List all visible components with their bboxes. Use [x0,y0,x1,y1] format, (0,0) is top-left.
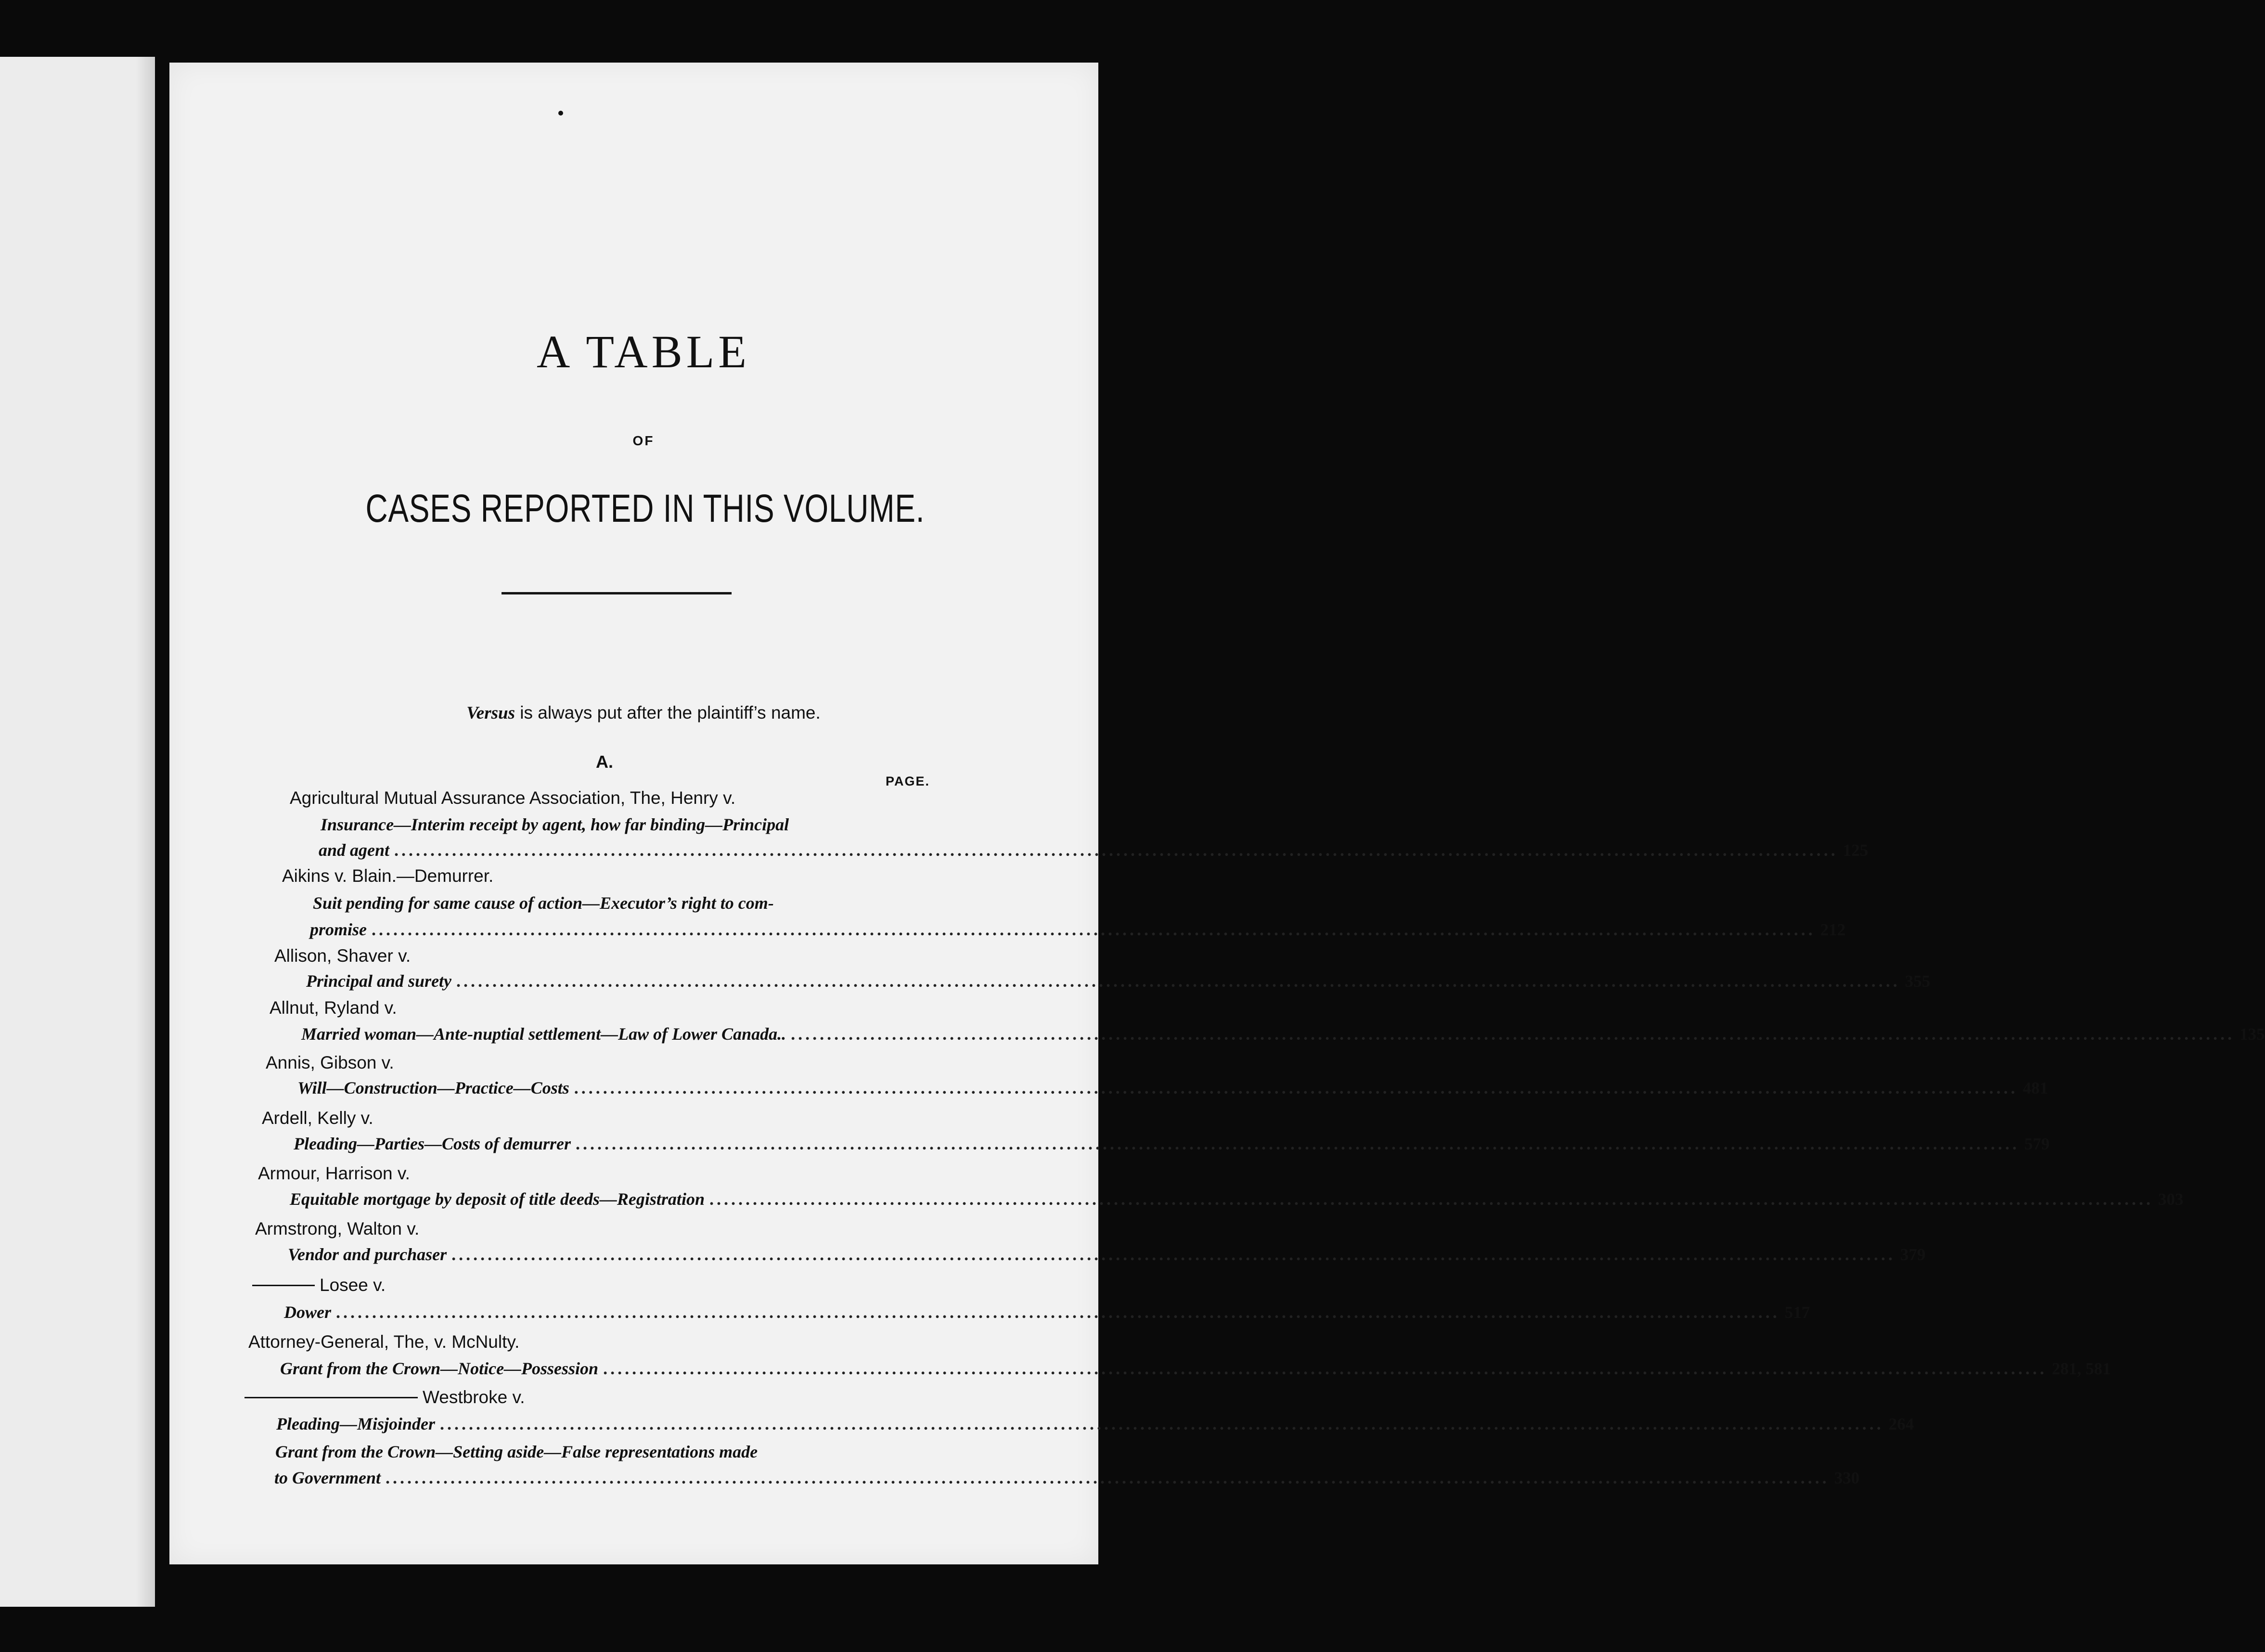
leader-dots: ........................................................................................................................................................................................................ [791,1024,2235,1044]
page-number: 281, 581 [2052,1359,2111,1378]
case-subject-text: Pleading—Misjoinder [276,1414,436,1433]
case-name [252,1272,386,1299]
page-number: 517 [1785,1303,1810,1322]
case-subject-row [301,1020,2265,1047]
facing-page [0,57,155,1607]
page-number: 212 [1820,920,1846,939]
case-subject-text: Grant from the Crown—Notice—Possession [280,1359,599,1378]
versus-word: Versus [466,703,515,723]
page-number: 379 [1900,1245,1926,1264]
leader-dots: ........................................................................................................................................................................................................ [440,1414,1884,1433]
case-subject-row [297,1074,2048,1101]
ditto-dash [245,1397,418,1398]
case-subject-row [288,1241,1926,1268]
case-subject-row [294,1130,2050,1157]
case-subject-text: Dower [284,1303,331,1322]
leader-dots: ........................................................................................................................................................................................................ [372,920,1816,939]
case-subject-text: to Government [274,1468,381,1487]
case-name: Armour, Harrison v. [258,1163,410,1183]
case-subject-row [290,1186,2184,1213]
page-title: A TABLE [537,326,750,377]
case-subject: Insurance—Interim receipt by agent, how far binding—Principal [321,815,789,834]
case-name: Armstrong, Walton v. [255,1219,420,1239]
versus-note-text: is always put after the plaintiff’s name. [515,703,821,723]
book-page [169,63,2265,1564]
case-name: Ardell, Kelly v. [262,1108,373,1128]
case-name [245,1384,525,1411]
case-subject-row [276,1410,1914,1437]
case-subject-row [310,916,1846,943]
leader-dots: ........................................................................................................................................................................................................ [574,1078,2018,1097]
page-number: 579 [2024,1135,2050,1153]
page-number: 303 [2158,1190,2184,1209]
page-number: 330 [1834,1469,1860,1487]
case-subject-text: Vendor and purchaser [288,1245,447,1264]
case-subject-text: Equitable mortgage by deposit of title deeds—Registration [290,1189,705,1209]
case-name: Annis, Gibson v. [266,1053,394,1072]
case-subject-row [274,1464,1860,1491]
case-subject-text: Will—Construction—Practice—Costs [297,1078,569,1097]
case-name: Attorney-General, The, v. McNulty. [248,1332,520,1352]
case-subject: Suit pending for same cause of action—Executor’s right to com- [313,893,774,913]
ditto-dash [252,1285,315,1286]
leader-dots: ........................................................................................................................................................................................................ [576,1134,2020,1153]
leader-dots: ........................................................................................................................................................................................................ [456,971,1901,991]
case-subject-row [280,1355,2111,1382]
case-subject-text: Married woman—Ante-nuptial settlement—Law of Lower Canada.. [301,1024,786,1044]
leader-dots: ........................................................................................................................................................................................................ [386,1468,1829,1487]
page-number: 481 [2022,1079,2048,1097]
case-name: Agricultural Mutual Assurance Association, The, Henry v. [290,788,736,808]
case-name-text: Westbroke v. [423,1387,525,1407]
case-name-text: Losee v. [320,1275,386,1295]
case-name: Aikins v. Blain.—Demurrer. [282,866,494,886]
title-connector: OF [632,433,655,448]
case-subject-row [319,837,1868,864]
leader-dots: ........................................................................................................................................................................................................ [603,1359,2047,1378]
page-number: 355 [1905,972,1930,991]
case-subject-text: and agent [319,840,390,860]
page-number: 264 [1889,1415,1914,1433]
page-number: 125 [1843,841,1868,860]
case-name: Allison, Shaver v. [274,946,411,966]
leader-dots: ........................................................................................................................................................................................................ [336,1303,1780,1322]
section-letter: A. [596,752,613,772]
leader-dots: ........................................................................................................................................................................................................ [394,840,1839,860]
case-subject-row [284,1299,1810,1326]
leader-dots: ........................................................................................................................................................................................................ [709,1189,2153,1209]
case-subject-text: Pleading—Parties—Costs of demurrer [294,1134,571,1153]
page-number: 135 [2239,1025,2265,1044]
case-name: Allnut, Ryland v. [270,998,397,1018]
case-subject-row [306,968,1930,994]
page-column-label: PAGE. [886,774,930,788]
leader-dots: ........................................................................................................................................................................................................ [451,1245,1896,1264]
page-subtitle: CASES REPORTED IN THIS VOLUME. [365,487,925,530]
case-subject: Grant from the Crown—Setting aside—False representations made [275,1442,758,1461]
case-subject-text: promise [310,920,367,939]
case-index [169,63,2265,1564]
case-subject-text: Principal and surety [306,971,452,991]
